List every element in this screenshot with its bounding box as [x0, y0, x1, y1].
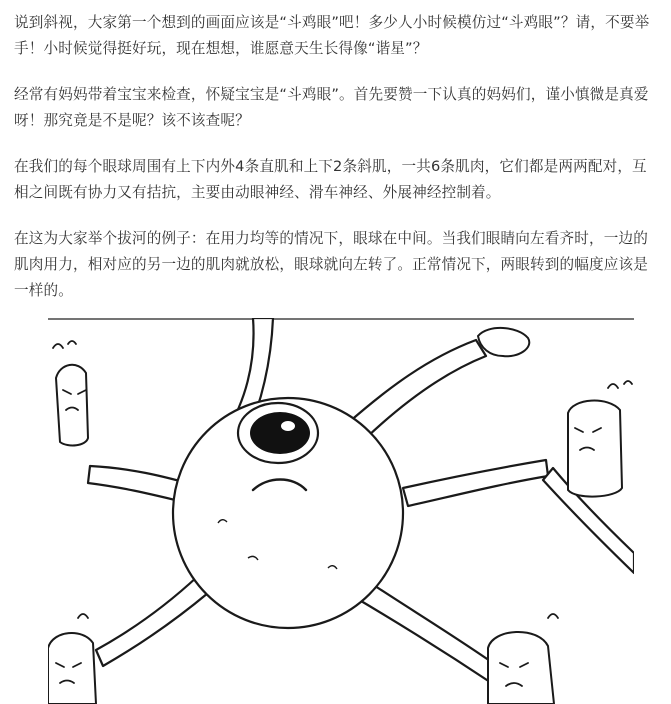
- character-left: [56, 365, 88, 446]
- eyeball-cartoon-drawing: [48, 318, 634, 704]
- character-bottom-left: [48, 633, 96, 704]
- muscle-right: [403, 460, 548, 506]
- article-body: [14, 10, 660, 324]
- eyeball-muscles-illustration: [48, 318, 634, 704]
- muscle-bottom-right: [356, 580, 503, 684]
- character-top-right-hand: [478, 328, 529, 356]
- paragraph-4: 在这为大家举个拔河的例子：在用力均等的情况下，眼球在中间。当我们眼睛向左看齐时，一边的肌肉用力，相对应的另一边的肌肉就放松，眼球就向左转了。正常情况下，两眼转到的幅度应该是一样的。: [14, 230, 648, 299]
- iris: [238, 403, 318, 463]
- paragraph-3: 在我们的每个眼球周围有上下内外4条直肌和上下2条斜肌，一共6条肌肉，它们都是两两配对，互相之间既有协力又有拮抗，主要由动眼神经、滑车神经、外展神经控制着。: [14, 158, 647, 201]
- muscle-top-right: [348, 340, 486, 438]
- character-bottom-right: [488, 632, 554, 704]
- paragraph-2: 经常有妈妈带着宝宝来检查，怀疑宝宝是“斗鸡眼”。首先要赞一下认真的妈妈们，谨小慎微是真爱呀！那究竟是不是呢？该不该查呢？: [14, 86, 649, 129]
- muscle-bottom-left: [96, 576, 208, 666]
- character-right: [568, 401, 622, 497]
- paragraph-1: 说到斜视，大家第一个想到的画面应该是“斗鸡眼”吧！多少人小时候模仿过“斗鸡眼”？请，不要举手！小时候觉得挺好玩，现在想想，谁愿意天生长得像“谐星”？: [14, 14, 650, 57]
